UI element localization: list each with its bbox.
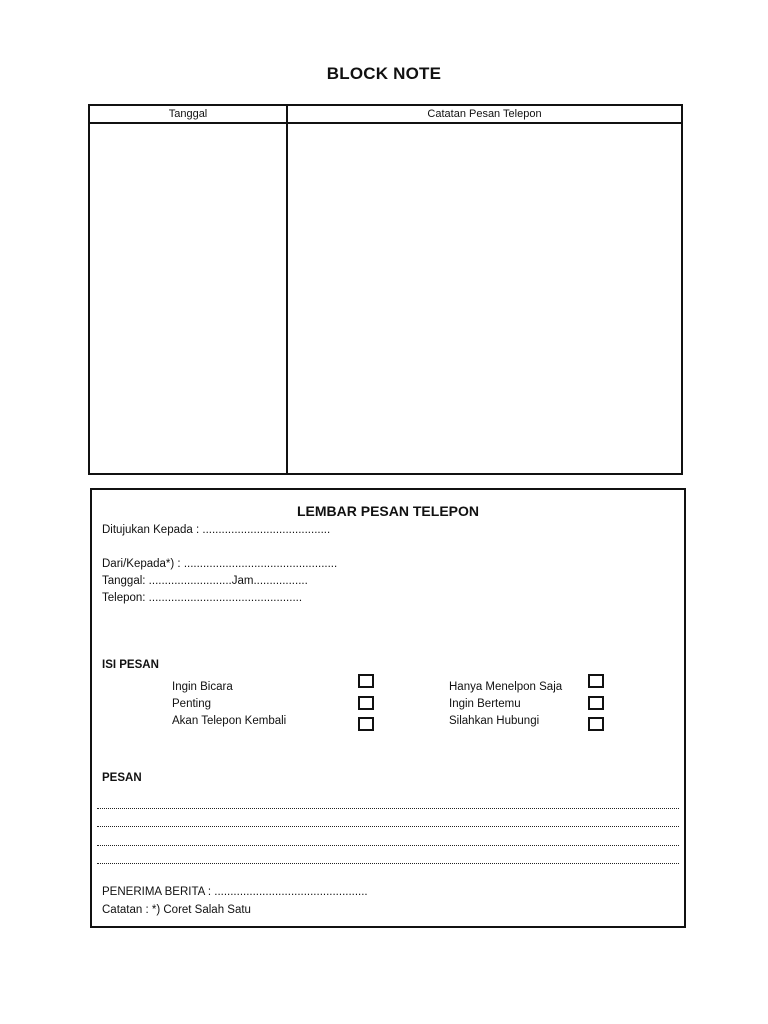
tanggal-jam-field[interactable]: Tanggal: ..........................Jam................. [102,575,308,587]
pesan-line-4[interactable] [97,863,679,864]
pesan-line-1[interactable] [97,808,679,809]
option-ingin-bertemu-label: Ingin Bertemu [449,698,521,710]
option-akan-telepon-kembali-label: Akan Telepon Kembali [172,715,287,727]
phone-message-form [90,488,686,928]
pesan-line-2[interactable] [97,826,679,827]
isi-pesan-label: ISI PESAN [102,659,159,671]
option-penting-label: Penting [172,698,212,710]
telepon-field[interactable]: Telepon: ................................................ [102,592,303,604]
checkbox-silahkan-hubungi[interactable] [588,717,604,731]
pesan-line-3[interactable] [97,845,679,846]
option-silahkan-hubungi-label: Silahkan Hubungi [449,715,540,727]
form-title: LEMBAR PESAN TELEPON [296,503,479,519]
ditujukan-field[interactable]: Ditujukan Kepada : ........................................ [102,524,331,536]
header-tanggal: Tanggal [168,108,208,120]
note-table [88,104,683,475]
catatan-note: Catatan : *) Coret Salah Satu [102,904,251,916]
note-table-header [90,106,681,124]
checkbox-penting[interactable] [358,696,374,710]
column-divider [286,106,288,473]
dari-field[interactable]: Dari/Kepada*) : ................................................ [102,558,338,570]
pesan-label: PESAN [102,772,142,784]
checkbox-hanya-menelpon-saja[interactable] [588,674,604,688]
checkbox-ingin-bicara[interactable] [358,674,374,688]
option-hanya-menelpon-saja-label: Hanya Menelpon Saja [449,681,563,693]
header-catatan: Catatan Pesan Telepon [427,108,542,120]
option-ingin-bicara-label: Ingin Bicara [172,681,233,693]
penerima-berita-field[interactable]: PENERIMA BERITA : ................................................ [102,886,368,898]
checkbox-ingin-bertemu[interactable] [588,696,604,710]
checkbox-akan-telepon-kembali[interactable] [358,717,374,731]
page-title: BLOCK NOTE [326,64,442,83]
